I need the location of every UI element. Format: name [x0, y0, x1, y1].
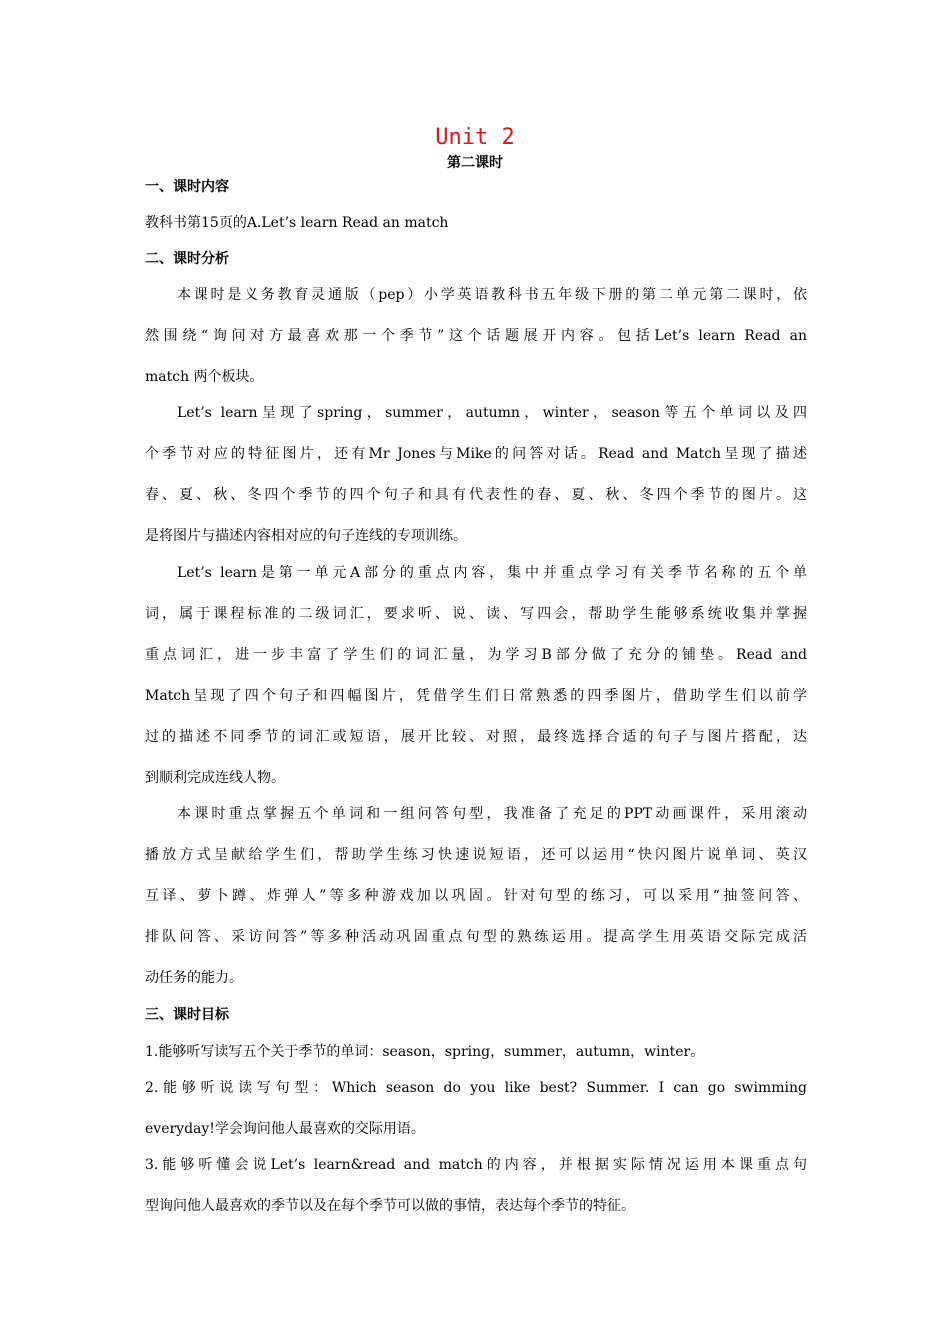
analysis-line: 本课时重点掌握五个单词和一组问答句型，我准备了充足的PPT动画课件，采用滚动	[177, 806, 807, 822]
document-title: Unit 2	[435, 125, 515, 150]
section-heading-content: 一、课时内容	[145, 179, 229, 195]
analysis-line: 过的描述不同季节的词汇或短语，展开比较、对照，最终选择合适的句子与图片搭配，达	[145, 729, 807, 745]
document-subtitle: 第二课时	[447, 155, 503, 171]
goal-line: 2.能够听说读写句型：Which season do you like best? Summer. I can go swimming	[145, 1080, 807, 1096]
analysis-line: 本课时是义务教育灵通版（pep）小学英语教科书五年级下册的第二单元第二课时，依	[177, 287, 807, 303]
analysis-line: 然围绕“询问对方最喜欢那一个季节”这个话题展开内容。包括Let’s learn Read an	[145, 328, 807, 344]
section-heading-goals: 三、课时目标	[145, 1007, 229, 1023]
analysis-line: 排队问答、采访问答”等多种活动巩固重点句型的熟练运用。提高学生用英语交际完成活	[145, 929, 807, 945]
analysis-line: 互译、萝卜蹲、炸弹人”等多种游戏加以巩固。针对句型的练习，可以采用“抽签问答、	[145, 888, 807, 904]
goal-line: 1.能够听写读写五个关于季节的单词：season，spring，summer，autumn，winter。	[145, 1044, 705, 1060]
analysis-line: 到顺利完成连线人物。	[145, 770, 285, 786]
analysis-line: 重点词汇，进一步丰富了学生们的词汇量，为学习B部分做了充分的铺垫。Read and	[145, 647, 807, 663]
analysis-line: match 两个板块。	[145, 369, 264, 385]
section-heading-analysis: 二、课时分析	[145, 251, 229, 267]
goal-line: everyday!学会询问他人最喜欢的交际用语。	[145, 1121, 425, 1137]
goal-line: 型询问他人最喜欢的季节以及在每个季节可以做的事情，表达每个季节的特征。	[145, 1198, 635, 1214]
analysis-line: 个季节对应的特征图片，还有Mr Jones与Mike的问答对话。Read and Match呈现了描述	[145, 446, 807, 462]
analysis-line: 播放方式呈献给学生们，帮助学生练习快速说短语，还可以运用“快闪图片说单词、英汉	[145, 847, 807, 863]
analysis-line: 动任务的能力。	[145, 970, 243, 986]
analysis-line: 词，属于课程标准的二级词汇，要求听、说、读、写四会，帮助学生能够系统收集并掌握	[145, 606, 807, 622]
analysis-line: 是将图片与描述内容相对应的句子连线的专项训练。	[145, 528, 467, 544]
content-line: 教科书第15页的A.Let’s learn Read an match	[145, 215, 449, 231]
analysis-line: 春、夏、秋、冬四个季节的四个句子和具有代表性的春、夏、秋、冬四个季节的图片。这	[145, 487, 807, 503]
analysis-line: Let’s learn呈现了spring，summer，autumn，winter，season等五个单词以及四	[177, 405, 807, 421]
analysis-line: Match呈现了四个句子和四幅图片，凭借学生们日常熟悉的四季图片，借助学生们以前学	[145, 688, 807, 704]
goal-line: 3.能够听懂会说Let’s learn&read and match的内容，并根据实际情况运用本课重点句	[145, 1157, 807, 1173]
analysis-line: Let’s learn是第一单元A部分的重点内容，集中并重点学习有关季节名称的五个单	[177, 565, 807, 581]
